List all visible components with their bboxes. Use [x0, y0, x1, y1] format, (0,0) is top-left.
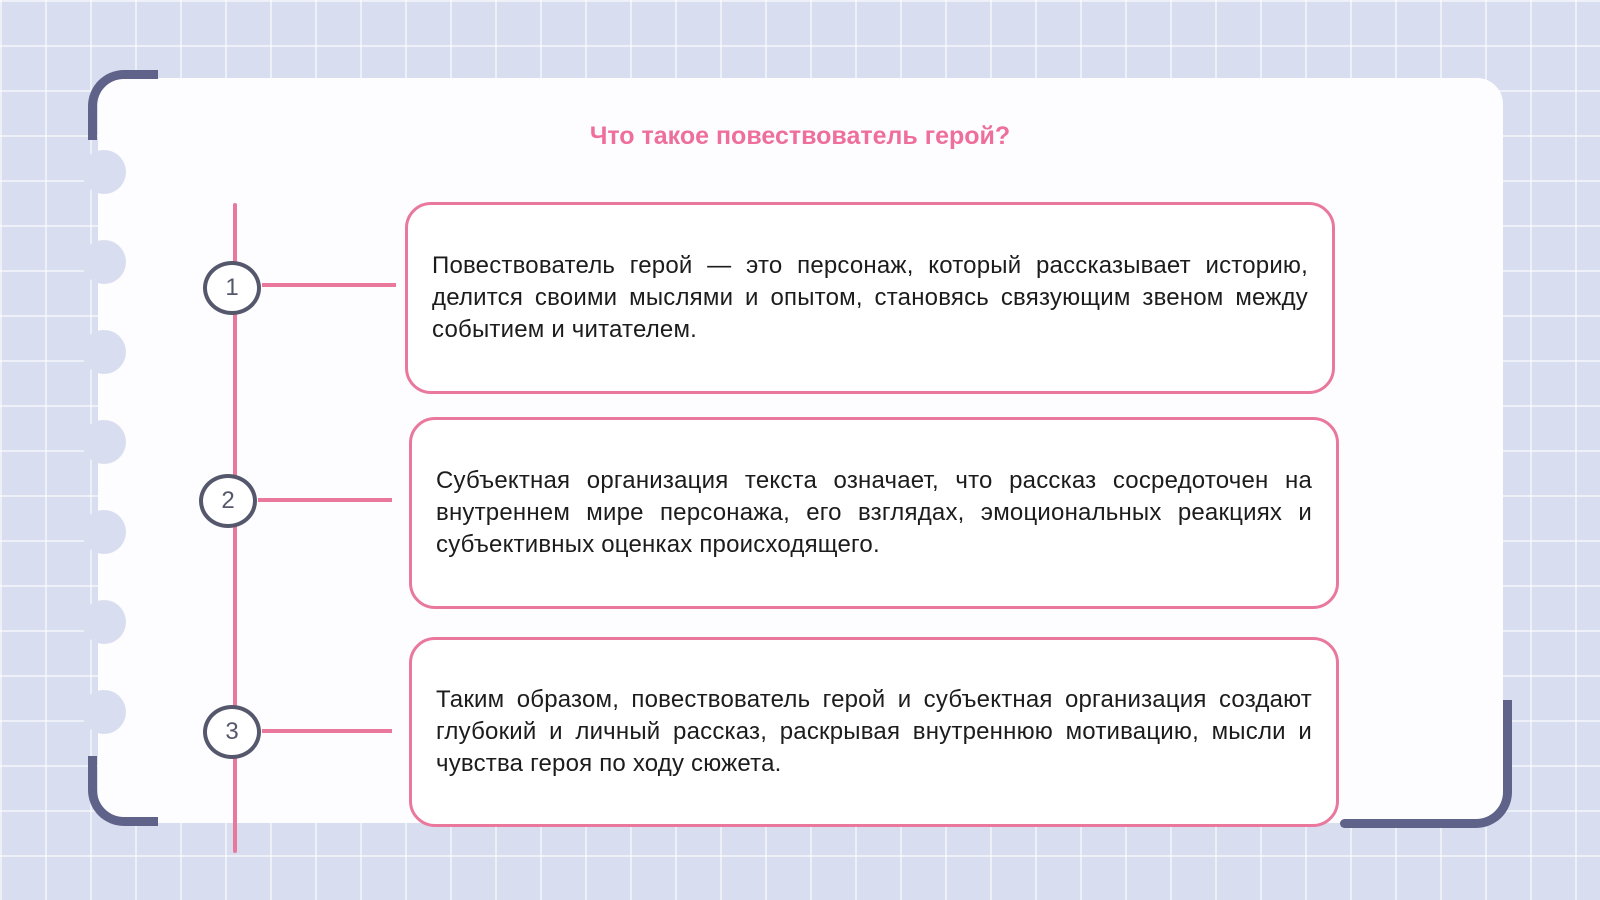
sheet-notch [82, 420, 126, 464]
frame-corner-bottom-right-bar [1340, 819, 1450, 828]
step-2-card [409, 417, 1339, 609]
slide-title: Что такое повествователь герой? [589, 122, 1011, 150]
sheet-notch [82, 240, 126, 284]
sheet-notch [82, 600, 126, 644]
step-3-text: Таким образом, повествователь герой и субъектная организация создают глубокий и личный рассказ, раскрывая внутреннюю мотивацию, мысли и чувства героя по ходу сюжета. [436, 686, 1312, 777]
step-1-card [405, 202, 1335, 394]
sheet-notch [82, 510, 126, 554]
step-1-number-badge: 1 [203, 261, 261, 315]
step-2-connector [258, 498, 392, 502]
step-3-connector [262, 729, 392, 733]
step-2-text: Субъектная организация текста означает, что рассказ сосредоточен на внутреннем мире персонажа, его взглядах, эмоциональных реакциях и субъективных оценках происходящего. [436, 467, 1312, 558]
step-3-number-badge: 3 [203, 705, 261, 759]
step-1-text: Повествователь герой — это персонаж, который рассказывает историю, делится своими мыслями и опытом, становясь связующим звеном между событием и читателем. [432, 252, 1308, 343]
step-1-connector [262, 283, 396, 287]
step-3-card [409, 637, 1339, 827]
sheet-notch [82, 690, 126, 734]
sheet-notch [82, 150, 126, 194]
sheet-notch [82, 330, 126, 374]
frame-corner-bottom-left [88, 756, 158, 826]
frame-corner-bottom-right [1440, 700, 1512, 828]
step-2-number-badge: 2 [199, 474, 257, 528]
